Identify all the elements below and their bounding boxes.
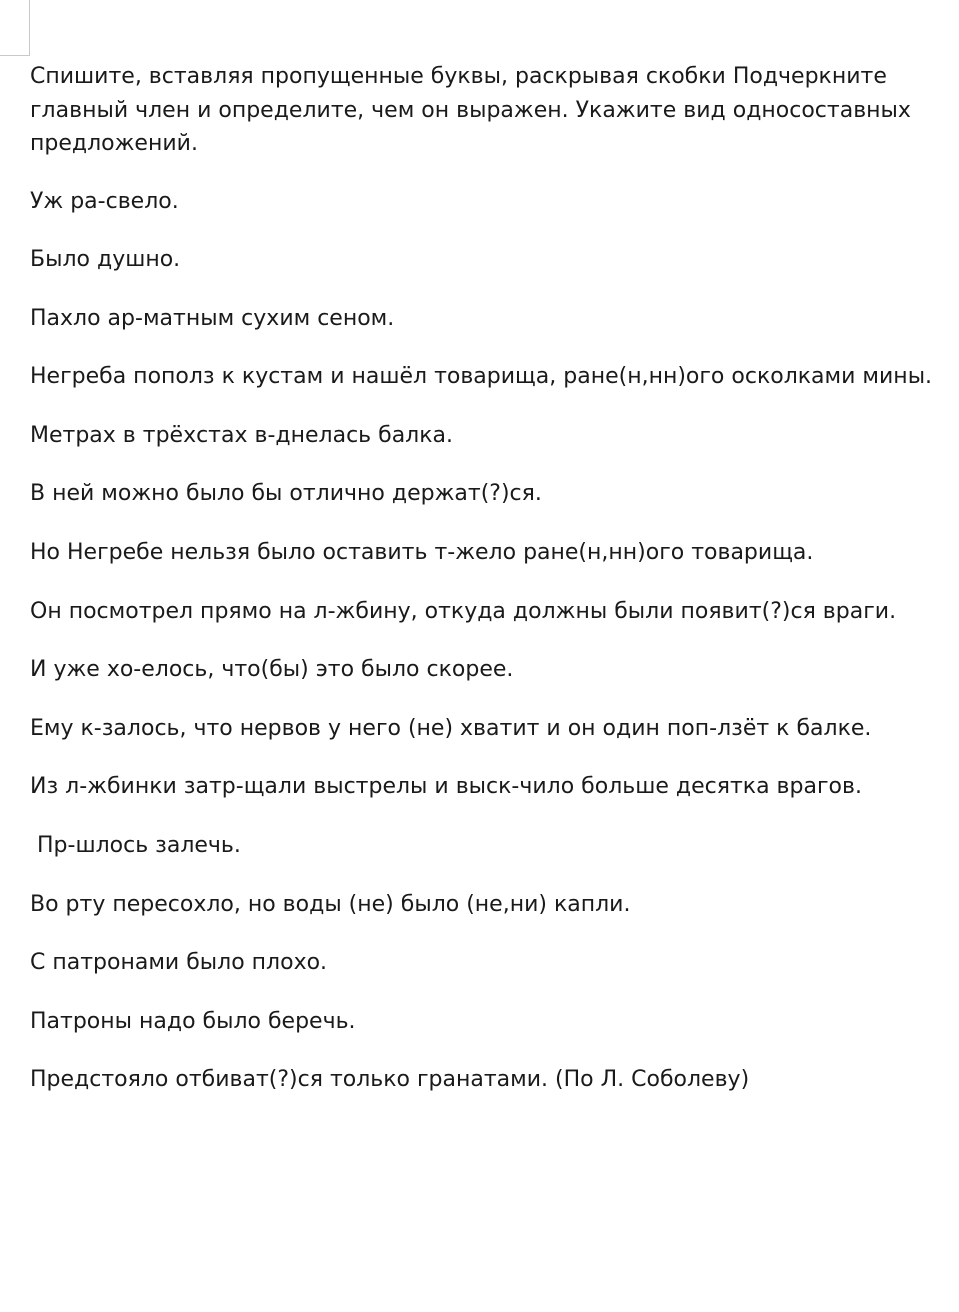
task-instruction: Спишите, вставляя пропущенные буквы, раскрывая скобки Подчеркните главный член и определите, чем он выражен. Укажите вид односоставных предложений.: [30, 64, 918, 156]
exercise-sentence: Метрах в трёхстах в-днелась балка.: [30, 422, 453, 448]
page-corner-mark: [0, 0, 30, 56]
exercise-sentence: Из л-жбинки затр-щали выстрелы и выск-чило больше десятка врагов.: [30, 774, 862, 800]
exercise-sentence: Уж ра-свело.: [30, 188, 179, 214]
exercise-sentence: С патронами было плохо.: [30, 950, 328, 976]
exercise-sentence: В ней можно было бы отлично держат(?)ся.: [30, 481, 542, 507]
exercise-sentence: Пр-шлось залечь.: [30, 833, 241, 859]
exercise-sentence: Было душно.: [30, 247, 181, 273]
exercise-sentence: Ему к-залось, что нервов у него (не) хватит и он один поп-лзёт к балке.: [30, 715, 872, 741]
exercise-sentence: Но Негребе нельзя было оставить т-жело ране(н,нн)ого товарища.: [30, 540, 814, 566]
exercise-sentence: Он посмотрел прямо на л-жбину, откуда должны были появит(?)ся враги.: [30, 598, 897, 624]
exercise-sentence: Предстояло отбиват(?)ся только гранатами. (По Л. Соболеву): [30, 1067, 750, 1093]
document-body: [30, 60, 940, 1122]
exercise-sentence: Пахло ар-матным сухим сеном.: [30, 305, 395, 331]
exercise-sentence: Во рту пересохло, но воды (не) было (не,ни) капли.: [30, 891, 631, 917]
exercise-sentence: Негреба пополз к кустам и нашёл товарища, ране(н,нн)ого осколками мины.: [30, 364, 933, 390]
exercise-sentence: И уже хо-елось, что(бы) это было скорее.: [30, 657, 514, 683]
exercise-sentence: Патроны надо было беречь.: [30, 1008, 356, 1034]
